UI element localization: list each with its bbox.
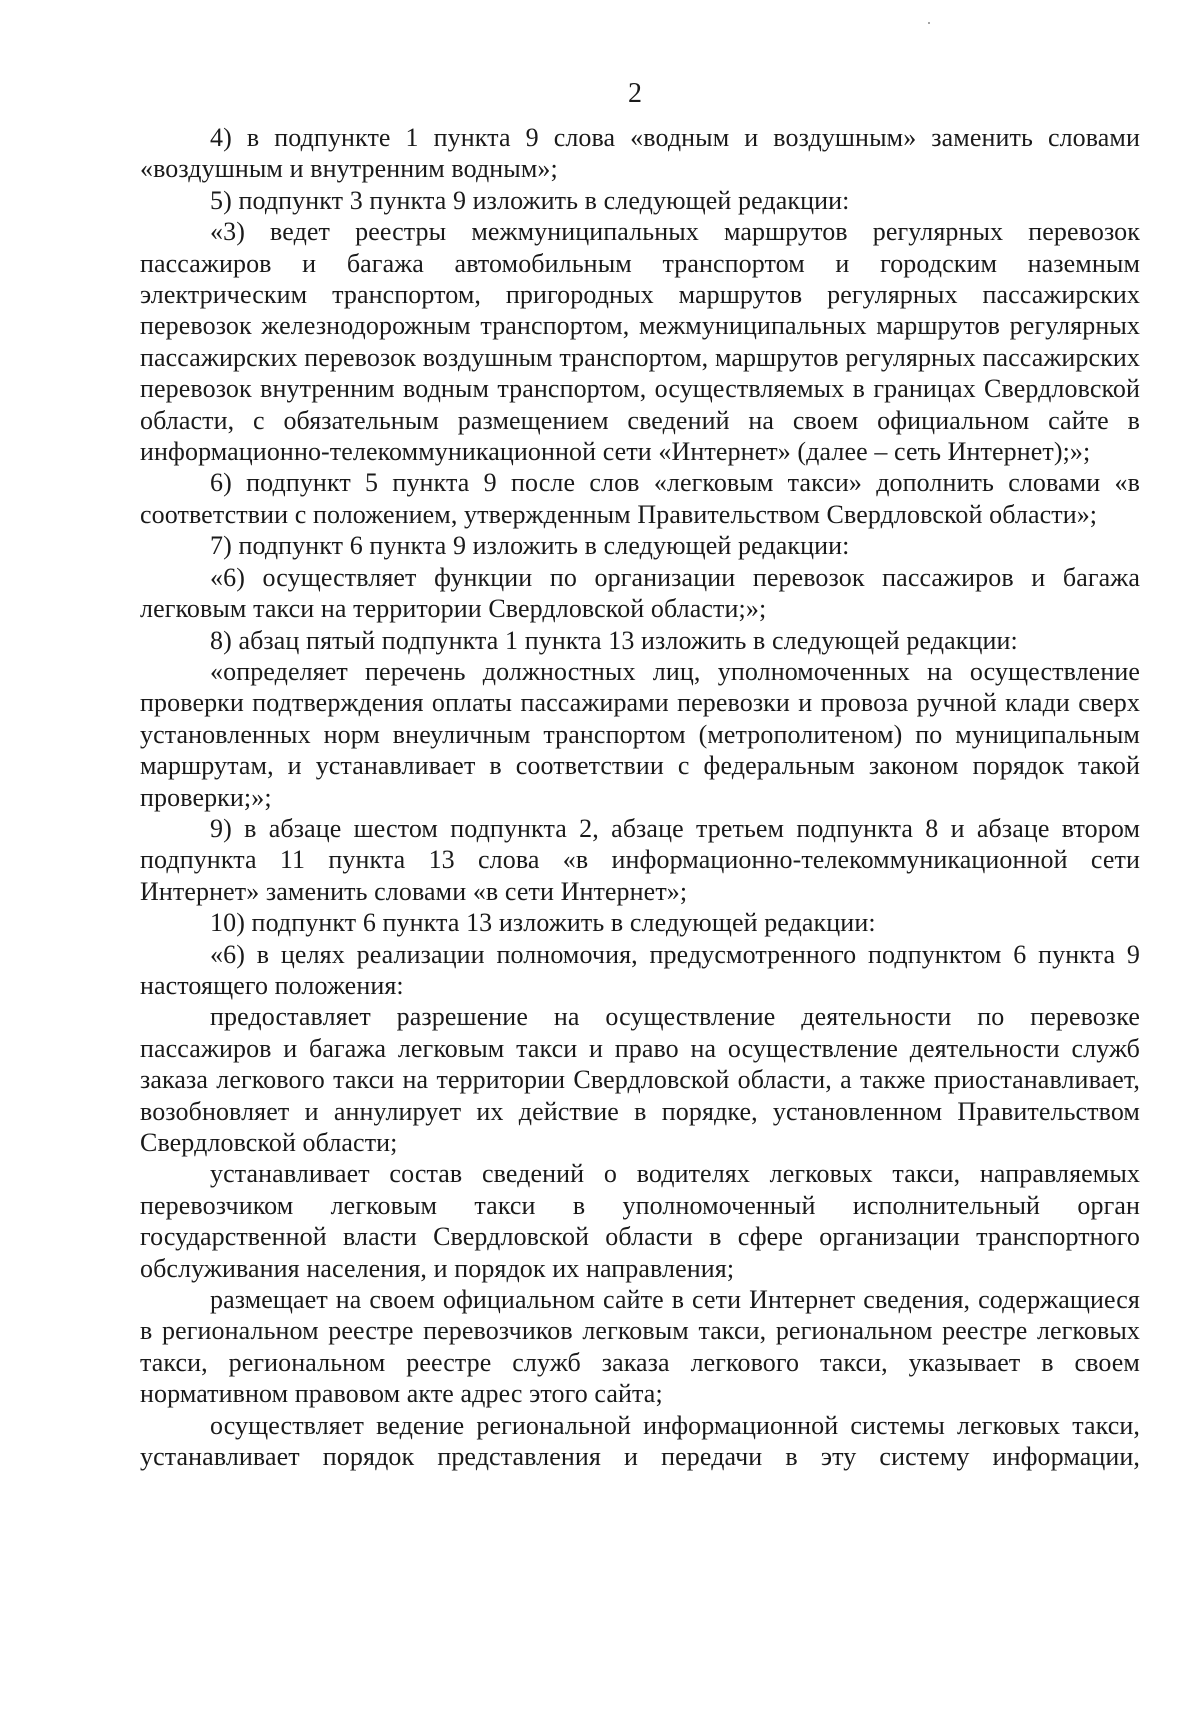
paragraph-quote-officials: «определяет перечень должностных лиц, уполномоченных на осуществление проверки подтверждения оплаты пассажирами перевозки и провоза ручной клади сверх установленных норм внеуличным транспортом (метрополитеном) по муниципальным маршрутам, и устанавливает в соответствии с федеральным законом порядок такой проверки;»; [140, 656, 1140, 812]
paragraph-registry-publish: размещает на своем официальном сайте в сети Интернет сведения, содержащиеся в региональном реестре перевозчиков легковым такси, региональном реестре легковых такси, региональном реестре служб заказа легкового такси, указывает в своем нормативном правовом акте адрес этого сайта; [140, 1285, 1140, 1409]
paragraph-item-10: 10) подпункт 6 пункта 13 изложить в следующей редакции: [210, 908, 876, 938]
paragraph-quote-6: «6) осуществляет функции по организации перевозок пассажиров и багажа легковым такси на территории Свердловской области;»; [140, 562, 1140, 624]
page-number: 2 [628, 78, 642, 109]
paragraph-item-7: 7) подпункт 6 пункта 9 изложить в следующей редакции: [210, 531, 850, 561]
paragraph-quote-3: «3) ведет реестры межмуниципальных маршрутов регулярных перевозок пассажиров и багажа автомобильным транспортом и городским наземным электрическим транспортом, пригородных маршрутов регулярных пассажирских перевозок железнодорожным транспортом, межмуниципальных маршрутов регулярных пассажирских перевозок воздушным транспортом, маршрутов регулярных пассажирских перевозок внутренним водным транспортом, осуществляемых в границах Свердловской области, с обязательным размещением сведений на своем официальном сайте в информационно-телекоммуникационной сети «Интернет» (далее – сеть Интернет);»; [140, 217, 1140, 467]
scan-speck [928, 22, 930, 24]
document-body [140, 122, 1140, 1472]
paragraph-item-6: 6) подпункт 5 пункта 9 после слов «легковым такси» дополнить словами «в соответствии с положением, утвержденным Правительством Свердловской области»; [140, 468, 1140, 529]
paragraph-item-9: 9) в абзаце шестом подпункта 2, абзаце третьем подпункта 8 и абзаце втором подпункта 11 пункта 13 слова «в информационно-телекоммуникационной сети Интернет» заменить словами «в сети Интернет»; [140, 813, 1140, 906]
paragraph-permission: предоставляет разрешение на осуществление деятельности по перевозке пассажиров и багажа легковым такси и право на осуществление деятельности служб заказа легкового такси на территории Свердловской области, а также приостанавливает, возобновляет и аннулирует их действие в порядке, установленном Правительством Свердловской области; [140, 1002, 1140, 1157]
paragraph-driver-info: устанавливает состав сведений о водителях легковых такси, направляемых перевозчиком легковым такси в уполномоченный исполнительный орган государственной власти Свердловской области в сфере организации транспортного обслуживания населения, и порядок их направления; [140, 1159, 1140, 1283]
paragraph-quote-6-purpose: «6) в целях реализации полномочия, предусмотренного подпунктом 6 пункта 9 настоящего положения: [140, 939, 1140, 1000]
paragraph-item-4: 4) в подпункте 1 пункта 9 слова «водным и воздушным» заменить словами «воздушным и внутренним водным»; [140, 123, 1140, 184]
paragraph-info-system: осуществляет ведение региональной информационной системы легковых такси, устанавливает порядок представления и передачи в эту систему информации, [140, 1410, 1140, 1472]
paragraph-item-8: 8) абзац пятый подпункта 1 пункта 13 изложить в следующей редакции: [210, 625, 1018, 655]
paragraph-item-5: 5) подпункт 3 пункта 9 изложить в следующей редакции: [210, 185, 850, 215]
